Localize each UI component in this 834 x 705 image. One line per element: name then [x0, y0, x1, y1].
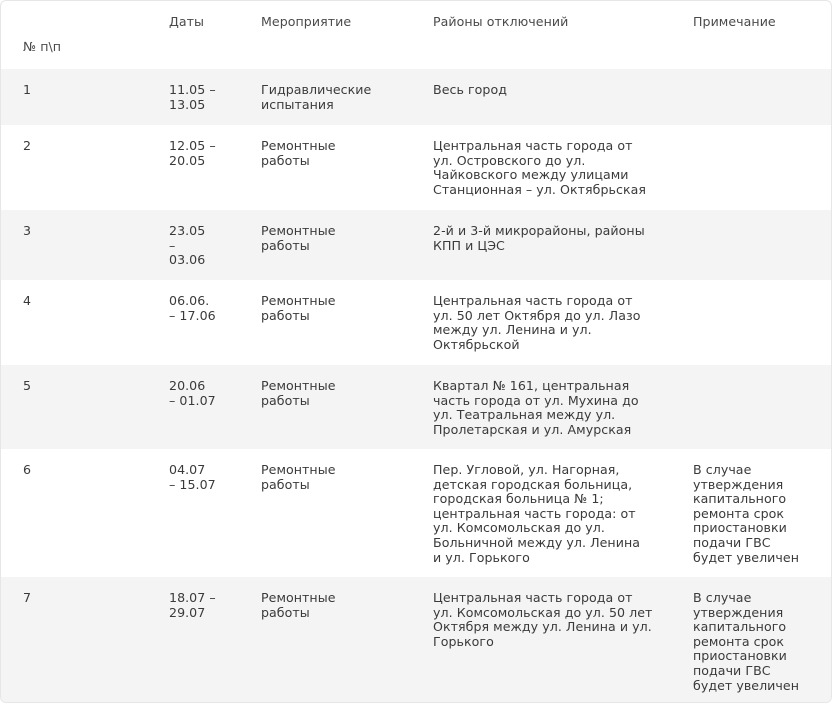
header-dates: Даты [169, 14, 205, 29]
row-dates: 12.05 – 20.05 [169, 138, 216, 168]
row-event: Ремонтные работы [261, 590, 336, 620]
header-areas: Районы отключений [433, 14, 569, 29]
row-areas: 2-й и 3-й микрорайоны, районы КПП и ЦЭС [433, 223, 645, 253]
row-num: 6 [23, 462, 32, 477]
row-dates: 04.07 – 15.07 [169, 462, 216, 492]
row-num: 5 [23, 378, 32, 393]
row-event: Гидравлические испытания [261, 82, 372, 112]
table-header [1, 1, 831, 69]
row-areas: Центральная часть города от ул. 50 лет Октября до ул. Лазо между ул. Ленина и ул. Октябрьской [433, 293, 641, 352]
row-dates: 20.06 – 01.07 [169, 378, 216, 408]
row-event: Ремонтные работы [261, 223, 336, 253]
row-num: 7 [23, 590, 32, 605]
row-dates: 11.05 – 13.05 [169, 82, 216, 112]
row-areas: Весь город [433, 82, 507, 97]
row-note: В случае утверждения капитального ремонта срок приостановки подачи ГВС будет увеличен [693, 590, 799, 693]
table-row [1, 449, 831, 577]
table-row [1, 365, 831, 449]
row-dates: 23.05 – 03.06 [169, 223, 206, 268]
row-num: 3 [23, 223, 32, 238]
row-dates: 18.07 – 29.07 [169, 590, 216, 620]
table-row [1, 125, 831, 210]
row-areas: Квартал № 161, центральная часть города от ул. Мухина до ул. Театральная между ул. Пролетарская и ул. Амурская [433, 378, 639, 437]
row-event: Ремонтные работы [261, 138, 336, 168]
row-num: 4 [23, 293, 32, 308]
row-event: Ремонтные работы [261, 462, 336, 492]
header-note: Примечание [693, 14, 776, 29]
row-areas: Центральная часть города от ул. Комсомольская до ул. 50 лет Октября между ул. Ленина и ул. Горького [433, 590, 653, 649]
row-event: Ремонтные работы [261, 293, 336, 323]
header-event: Мероприятие [261, 14, 352, 29]
row-note: В случае утверждения капитального ремонта срок приостановки подачи ГВС будет увеличен [693, 462, 799, 565]
table-row [1, 577, 831, 703]
header-num: № п\п [23, 39, 62, 54]
table-row [1, 69, 831, 125]
row-areas: Пер. Угловой, ул. Нагорная, детская городская больница, городская больница № 1; центральная часть города: от ул. Комсомольская до ул. Больничной между ул. Ленина и ул. Горького [433, 462, 641, 565]
row-dates: 06.06. – 17.06 [169, 293, 216, 323]
row-event: Ремонтные работы [261, 378, 336, 408]
table-row [1, 210, 831, 280]
row-num: 2 [23, 138, 32, 153]
row-num: 1 [23, 82, 32, 97]
table-row [1, 280, 831, 365]
row-areas: Центральная часть города от ул. Островского до ул. Чайковского между улицами Станционная – ул. Октябрьская [433, 138, 647, 197]
